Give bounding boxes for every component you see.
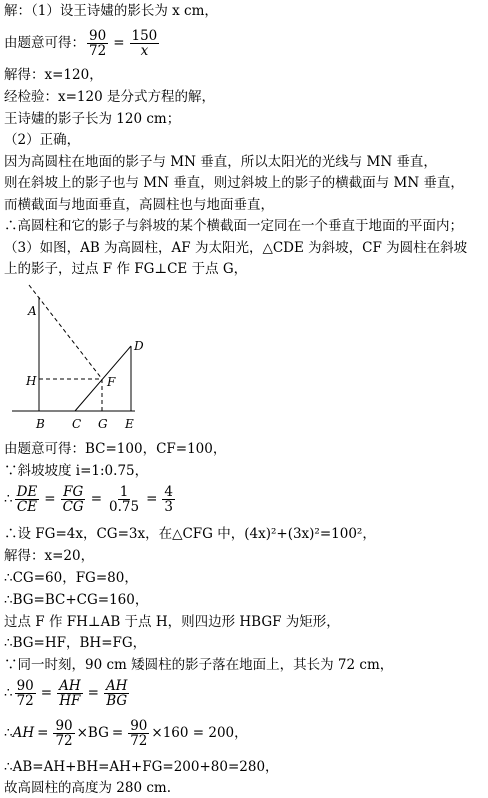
line-16: ∴设 FG=4x，CG=3x，在△CFG 中，(4x)²+(3x)²=100²， — [4, 526, 376, 542]
equation-prefix: 由题意可得： — [4, 35, 85, 51]
label-E: E — [125, 417, 134, 431]
geometry-figure — [10, 282, 144, 432]
line-14: ∵斜坡坡度 i=1:0.75， — [4, 463, 149, 479]
fraction: $\frac{4}{3}$ — [164, 483, 173, 515]
fraction: $\frac{90}{72}$ — [130, 717, 148, 749]
line-25: ∴AB=AH+BH=AH+FG=200+80=280， — [4, 759, 279, 775]
line-20: 过点 F 作 FH⊥AB 于点 H，则四边形 HBGF 为矩形， — [4, 614, 340, 630]
label-A: A — [28, 304, 37, 318]
line-9: 而横截面与地面垂直，高圆柱也与地面垂直， — [4, 197, 274, 213]
fraction: $\frac{AH}{BG}$ — [105, 677, 128, 709]
line-26: 故高圆柱的高度为 280 cm. — [4, 780, 172, 796]
fraction: $\frac{90}{72}$ — [89, 27, 107, 59]
line-7: 因为高圆柱在地面的影子与 MN 垂直，所以太阳光的光线与 MN 垂直， — [4, 154, 437, 170]
line-21: ∴BG=HF，BH=FG， — [4, 635, 147, 651]
line-13: 由题意可得：BC=100，CF=100， — [4, 441, 227, 457]
sun-ray-AF — [29, 285, 102, 379]
fraction: $\frac{DE}{CE}$ — [16, 483, 38, 515]
label-B: B — [36, 417, 45, 431]
label-G: G — [98, 417, 108, 431]
equation-line-4: ∴ AH = $\frac{90}{72}$ ×BG = $\frac{90}{72}$ ×160 = 200， — [4, 717, 248, 749]
fraction: $\frac{AH}{HF}$ — [59, 677, 81, 709]
fraction: $\frac{FG}{CG}$ — [62, 483, 84, 515]
label-C: C — [72, 417, 82, 431]
line-11: （3）如图，AB 为高圆柱，AF 为太阳光，△CDE 为斜坡，CF 为圆柱在斜坡 — [4, 240, 468, 256]
line-10: ∴高圆柱和它的影子与斜坡的某个横截面一定同在一个垂直于地面的平面内； — [4, 218, 463, 234]
line-19: ∴BG=BC+CG=160， — [4, 592, 149, 608]
equation-line-1: 由题意可得： $\frac{90}{72}$ = $\frac{150}{x}$ — [4, 27, 158, 59]
line-22: ∵同一时刻，90 cm 矮圆柱的影子落在地面上，其长为 72 cm， — [4, 657, 394, 673]
line-17: 解得：x=20， — [4, 548, 95, 564]
line-12: 上的影子，过点 F 作 FG⊥CE 于点 G， — [4, 261, 248, 277]
label-H: H — [26, 374, 37, 388]
line-4: 经检验：x=120 是分式方程的解， — [4, 89, 215, 105]
label-D: D — [134, 339, 144, 353]
fraction: $\frac{150}{x}$ — [131, 27, 158, 59]
equation-line-2: ∴ $\frac{DE}{CE}$ = $\frac{FG}{CG}$ = $\frac{1}{0.75}$ = $\frac{4}{3}$ — [4, 483, 173, 515]
line-18: ∴CG=60，FG=80， — [4, 570, 138, 586]
fraction: $\frac{1}{0.75}$ — [109, 483, 140, 515]
equation-line-3: ∴ $\frac{90}{72}$ = $\frac{AH}{HF}$ = $\frac{AH}{BG}$ — [4, 677, 128, 709]
label-F: F — [107, 375, 116, 389]
line-1: 解：（1）设王诗嫿的影长为 x cm， — [4, 3, 218, 19]
fraction: $\frac{90}{72}$ — [55, 717, 73, 749]
fraction: $\frac{90}{72}$ — [16, 677, 34, 709]
line-8: 则在斜坡上的影子也与 MN 垂直，则过斜坡上的影子的横截面与 MN 垂直， — [4, 175, 464, 191]
line-3: 解得：x=120， — [4, 67, 103, 83]
line-6: （2）正确， — [4, 132, 81, 148]
line-5: 王诗嫿的影子长为 120 cm； — [4, 111, 181, 127]
